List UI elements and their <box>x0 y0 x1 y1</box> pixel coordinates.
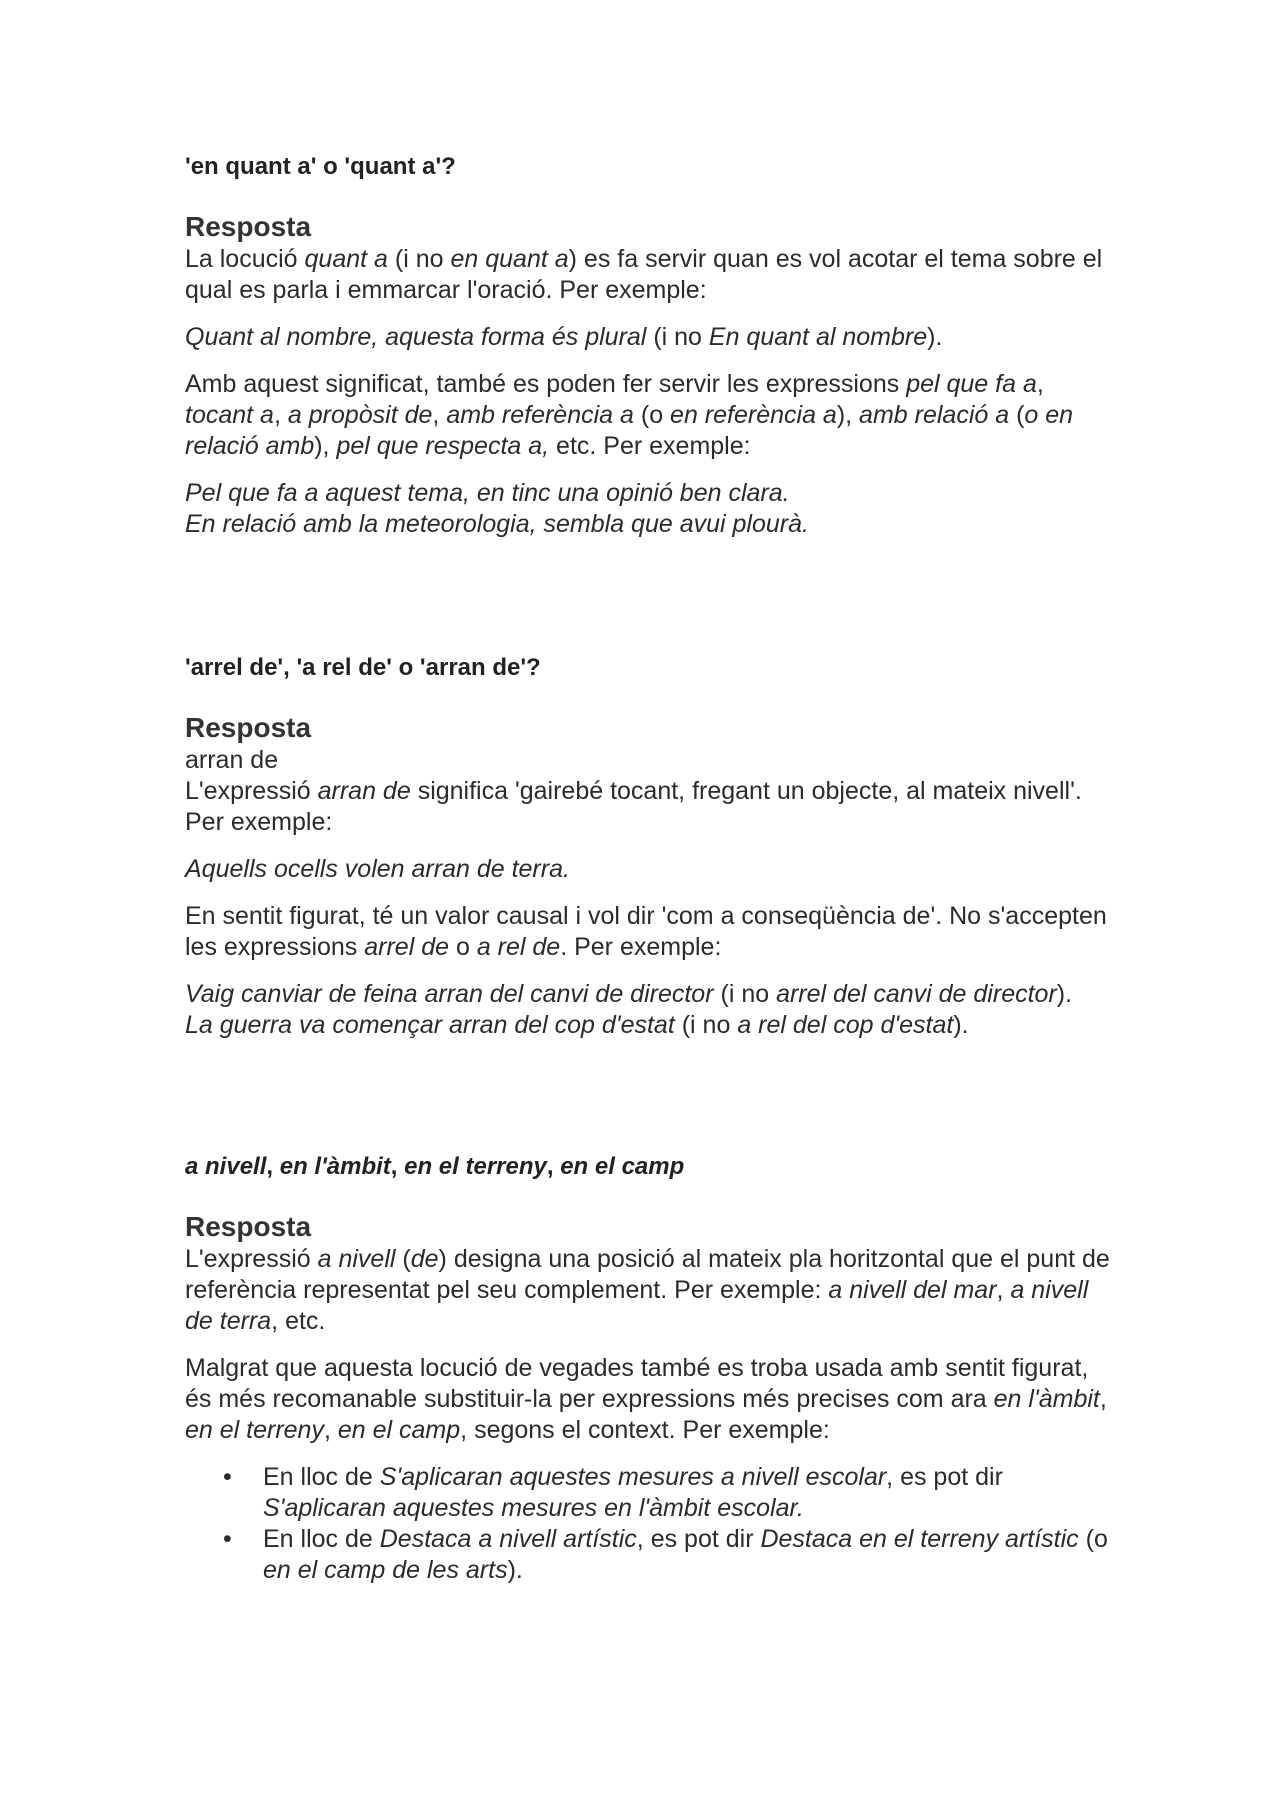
paragraph: L'expressió arran de significa 'gairebé tocant, fregant un objecte, al mateix nivell'. Per exemple: <box>185 777 1082 836</box>
paragraph: Amb aquest significat, també es poden fer servir les expressions pel que fa a, tocant a, a propòsit de, amb referència a (o en referència a), amb relació a (o en relació amb), pel que respecta a, etc. Per exemple: <box>185 370 1074 460</box>
subheading: arran de <box>185 746 279 774</box>
example-list <box>185 1462 1115 1586</box>
paragraph: En sentit figurat, té un valor causal i vol dir 'com a conseqüència de'. No s'accepten les expressions arrel de o a rel de. Per exemple: <box>185 902 1107 961</box>
answer-heading: Resposta <box>185 712 312 743</box>
list-item: • En lloc de Destaca a nivell artístic, es pot dir Destaca en el terreny artístic (o en el camp de les arts). <box>223 1525 1108 1584</box>
paragraph: Malgrat que aquesta locució de vegades també es troba usada amb sentit figurat, és més recomanable substituir-la per expressions més precises com ara en l'àmbit, en el terreny, en el camp, segons el context. Per exemple: <box>185 1354 1107 1444</box>
qa-section-1 <box>185 152 1115 540</box>
list-item: • En lloc de S'aplicaran aquestes mesures a nivell escolar, es pot dir S'aplicaran aquestes mesures en l'àmbit escolar. <box>223 1463 1003 1522</box>
paragraph: L'expressió a nivell (de) designa una posició al mateix pla horitzontal que el punt de referència representat pel seu complement. Per exemple: a nivell del mar, a nivell de terra, etc. <box>185 1245 1110 1335</box>
paragraph: La locució quant a (i no en quant a) es fa servir quan es vol acotar el tema sobre el qual es parla i emmarcar l'oració. Per exemple: <box>185 245 1103 304</box>
qa-section-3 <box>185 1152 1115 1586</box>
example: Pel que fa a aquest tema, en tinc una opinió ben clara. <box>185 479 790 507</box>
answer-heading: Resposta <box>185 211 312 242</box>
example: Vaig canviar de feina arran del canvi de director (i no arrel del canvi de director). <box>185 980 1073 1008</box>
example: Quant al nombre, aquesta forma és plural (i no En quant al nombre). <box>185 323 943 351</box>
question-title: 'arrel de', 'a rel de' o 'arran de'? <box>185 654 541 681</box>
qa-section-2 <box>185 653 1115 1041</box>
example: Aquells ocells volen arran de terra. <box>185 855 570 883</box>
example: La guerra va començar arran del cop d'estat (i no a rel del cop d'estat). <box>185 1011 969 1039</box>
bullet-icon: • <box>223 1463 232 1491</box>
bullet-icon: • <box>223 1525 232 1553</box>
example: En relació amb la meteorologia, sembla que avui plourà. <box>185 510 809 538</box>
answer-heading: Resposta <box>185 1211 312 1242</box>
question-title: 'en quant a' o 'quant a'? <box>185 153 456 180</box>
question-title: a nivell, en l'àmbit, en el terreny, en el camp <box>185 1153 685 1180</box>
